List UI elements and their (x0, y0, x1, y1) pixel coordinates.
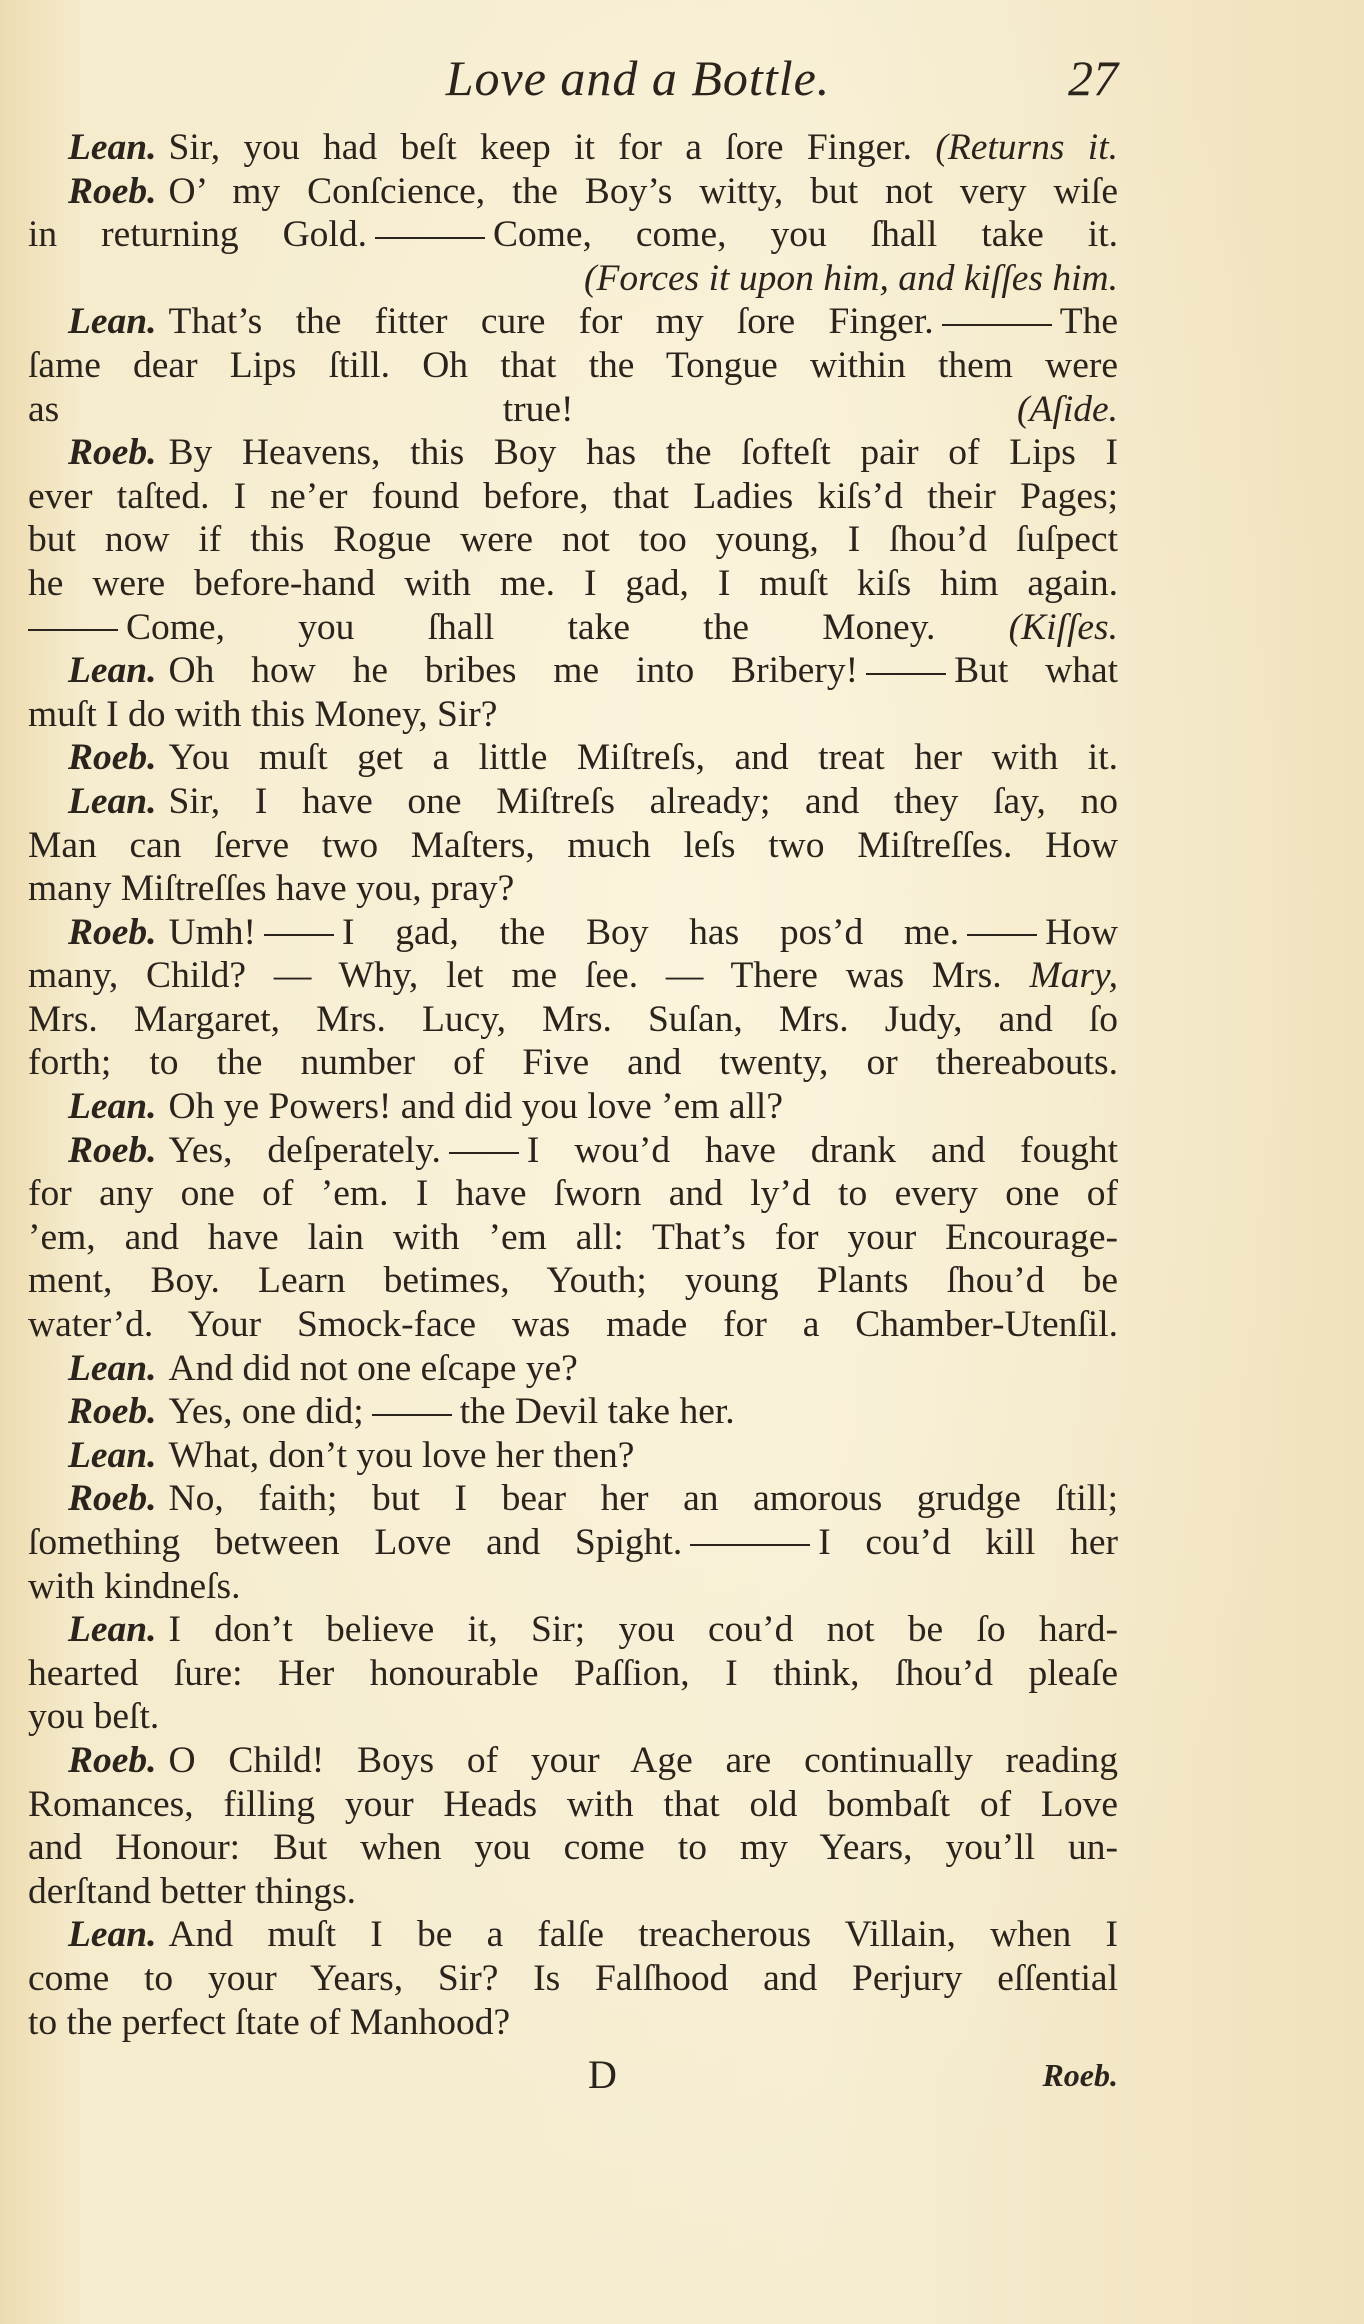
text-line (28, 998, 1118, 1042)
line-text: and Honour: But when you come to my Years, you’ll un- (28, 1827, 1118, 1869)
speaker-label: Roeb. (68, 432, 157, 474)
page-header (28, 48, 1118, 108)
line-text: many, Child? — Why, let me ſee. — There was Mrs. (28, 955, 1002, 997)
text-line (28, 1521, 1118, 1565)
speaker-label: Lean. (68, 301, 157, 343)
line-text: That’s the fitter cure for my ſore Finger. (168, 301, 934, 343)
line-text: for any one of ’em. I have ſworn and ly’d to every one of (28, 1173, 1118, 1215)
text-line (28, 1695, 1118, 1739)
stage-direction: (Kiſſes. (1008, 606, 1118, 648)
signature-mark: D (588, 2052, 617, 2097)
dash-rule (690, 1544, 810, 1546)
line-text: I wou’d have drank and fought (526, 1129, 1118, 1171)
text-line (28, 649, 1118, 693)
line-text: Sir, I have one Miſtreſs already; and they ſay, no (168, 780, 1118, 822)
text-line (28, 1608, 1118, 1652)
speaker-label: Lean. (68, 1086, 157, 1128)
line-text: as true! (28, 388, 574, 430)
line-text: but now if this Rogue were not too young, I ſhou’d ſuſpect (28, 519, 1118, 561)
text-line (28, 1172, 1118, 1216)
text-line (28, 1347, 1118, 1391)
line-text: I don’t believe it, Sir; you cou’d not be ſo hard- (168, 1609, 1118, 1651)
line-text: he were before-hand with me. I gad, I muſt kiſs him again. (28, 562, 1118, 604)
stage-direction: (Aſide. (1017, 388, 1118, 430)
dash-rule (264, 934, 334, 936)
text-line (28, 1913, 1118, 1957)
dash-rule (28, 629, 118, 631)
dash-rule (449, 1152, 519, 1154)
dash-rule (942, 324, 1052, 326)
line-text: many Miſtreſſes have you, pray? (28, 868, 515, 910)
text-line (28, 300, 1118, 344)
line-text: Mrs. Margaret, Mrs. Lucy, Mrs. Suſan, Mrs. Judy, and ſo (28, 998, 1118, 1040)
text-line (28, 1783, 1118, 1827)
dash-rule (967, 934, 1037, 936)
line-text: O’ my Conſcience, the Boy’s witty, but not very wiſe (168, 170, 1118, 212)
text-line (28, 1434, 1118, 1478)
speaker-label: Lean. (68, 127, 157, 168)
line-text: to the perfect ſtate of Manhood? (28, 2001, 511, 2043)
line-text: ever taſted. I ne’er found before, that Ladies kiſs’d their Pages; (28, 475, 1118, 517)
line-text: water’d. Your Smock-face was made for a Chamber-Utenſil. (28, 1304, 1118, 1346)
character-name: Mary, (1029, 955, 1118, 997)
line-text: derſtand better things. (28, 1870, 357, 1912)
text-line (28, 1041, 1118, 1085)
text-line (28, 867, 1118, 911)
line-text: How (1045, 911, 1118, 953)
text-line (28, 518, 1118, 562)
speaker-label: Roeb. (68, 911, 157, 953)
page-number: 27 (1068, 50, 1118, 106)
line-text: hearted ſure: Her honourable Paſſion, I think, ſhou’d pleaſe (28, 1652, 1118, 1694)
text-line (28, 780, 1118, 824)
text-line (28, 2001, 1118, 2045)
text-line (28, 1870, 1118, 1914)
text-line (28, 693, 1118, 737)
line-text: O Child! Boys of your Age are continually reading (168, 1739, 1118, 1781)
line-text: Romances, filling your Heads with that old bombaſt of Love (28, 1783, 1118, 1825)
text-line (28, 431, 1118, 475)
line-text: Come, come, you ſhall take it. (492, 214, 1118, 256)
line-text: ’em, and have lain with ’em all: That’s for your Encourage- (28, 1216, 1118, 1258)
text-line (28, 257, 1118, 301)
play-text (28, 126, 1118, 2044)
line-text: with kindneſs. (28, 1565, 241, 1607)
text-line (28, 824, 1118, 868)
line-text: What, don’t you love her then? (168, 1434, 635, 1476)
speaker-label: Roeb. (68, 1739, 157, 1781)
speaker-label: Lean. (68, 1434, 157, 1476)
text-line (28, 1739, 1118, 1783)
text-line (28, 1652, 1118, 1696)
line-text: come to your Years, Sir? Is Falſhood and Perjury eſſential (28, 1957, 1118, 1999)
line-text: muſt I do with this Money, Sir? (28, 693, 498, 735)
line-text: ment, Boy. Learn betimes, Youth; young Plants ſhou’d be (28, 1260, 1118, 1302)
line-text: I cou’d kill her (818, 1522, 1118, 1563)
line-text: Umh! (168, 911, 257, 953)
speaker-label: Roeb. (68, 737, 157, 779)
page-footer (28, 2050, 1118, 2110)
text-line (28, 562, 1118, 606)
line-text: forth; to the number of Five and twenty, or thereabouts. (28, 1042, 1118, 1084)
line-text: you beſt. (28, 1696, 160, 1738)
text-line (28, 1129, 1118, 1173)
text-line (28, 213, 1118, 257)
text-line (28, 911, 1118, 955)
line-text: Yes, deſperately. (168, 1129, 441, 1171)
line-text: The (1059, 301, 1118, 343)
text-line (28, 1390, 1118, 1434)
line-text: ſomething between Love and Spight. (28, 1522, 683, 1563)
line-text: But what (954, 650, 1118, 692)
speaker-label: Roeb. (68, 1391, 157, 1433)
speaker-label: Lean. (68, 1347, 157, 1389)
line-text: ſame dear Lips ſtill. Oh that the Tongue within them were (28, 344, 1118, 386)
speaker-label: Lean. (68, 1609, 157, 1651)
stage-direction: (Forces it upon him, and kiſſes him. (584, 257, 1118, 299)
line-text: By Heavens, this Boy has the ſofteſt pair of Lips I (168, 432, 1118, 474)
text-line (28, 388, 1118, 432)
catchword: Roeb. (1042, 2057, 1118, 2093)
line-text: Oh ye Powers! and did you love ’em all? (168, 1086, 783, 1128)
text-line (28, 1259, 1118, 1303)
speaker-label: Lean. (68, 1914, 157, 1956)
text-line (28, 1477, 1118, 1521)
text-line (28, 954, 1118, 998)
text-line (28, 1957, 1118, 2001)
speaker-label: Lean. (68, 650, 157, 692)
line-text: You muſt get a little Miſtreſs, and treat her with it. (168, 737, 1118, 779)
text-line (28, 1826, 1118, 1870)
text-line (28, 1085, 1118, 1129)
line-text: the Devil take her. (459, 1391, 735, 1433)
speaker-label: Roeb. (68, 170, 157, 212)
text-line (28, 736, 1118, 780)
line-text: I gad, the Boy has pos’d me. (342, 911, 960, 953)
text-line (28, 1303, 1118, 1347)
text-line (28, 344, 1118, 388)
text-line (28, 126, 1118, 170)
text-line (28, 170, 1118, 214)
line-text: Man can ſerve two Maſters, much leſs two Miſtreſſes. How (28, 824, 1118, 866)
line-text: Sir, you had beſt keep it for a ſore Finger. (168, 127, 913, 168)
stage-direction: (Returns it. (935, 127, 1118, 168)
speaker-label: Lean. (68, 780, 157, 822)
line-text: No, faith; but I bear her an amorous grudge ſtill; (168, 1478, 1118, 1520)
line-text: in returning Gold. (28, 214, 367, 256)
line-text: Oh how he bribes me into Bribery! (168, 650, 859, 692)
line-text: And did not one eſcape ye? (168, 1347, 578, 1389)
text-line (28, 606, 1118, 650)
dash-rule (866, 673, 946, 675)
speaker-label: Roeb. (68, 1478, 157, 1520)
line-text: Yes, one did; (168, 1391, 364, 1433)
text-line (28, 475, 1118, 519)
text-line (28, 1216, 1118, 1260)
line-text: And muſt I be a falſe treacherous Villain, when I (168, 1914, 1118, 1956)
speaker-label: Roeb. (68, 1129, 157, 1171)
line-text: Come, you ſhall take the Money. (126, 606, 936, 648)
text-line (28, 1565, 1118, 1609)
dash-rule (372, 1414, 452, 1416)
running-title: Love and a Bottle. (445, 50, 831, 106)
dash-rule (375, 237, 485, 239)
